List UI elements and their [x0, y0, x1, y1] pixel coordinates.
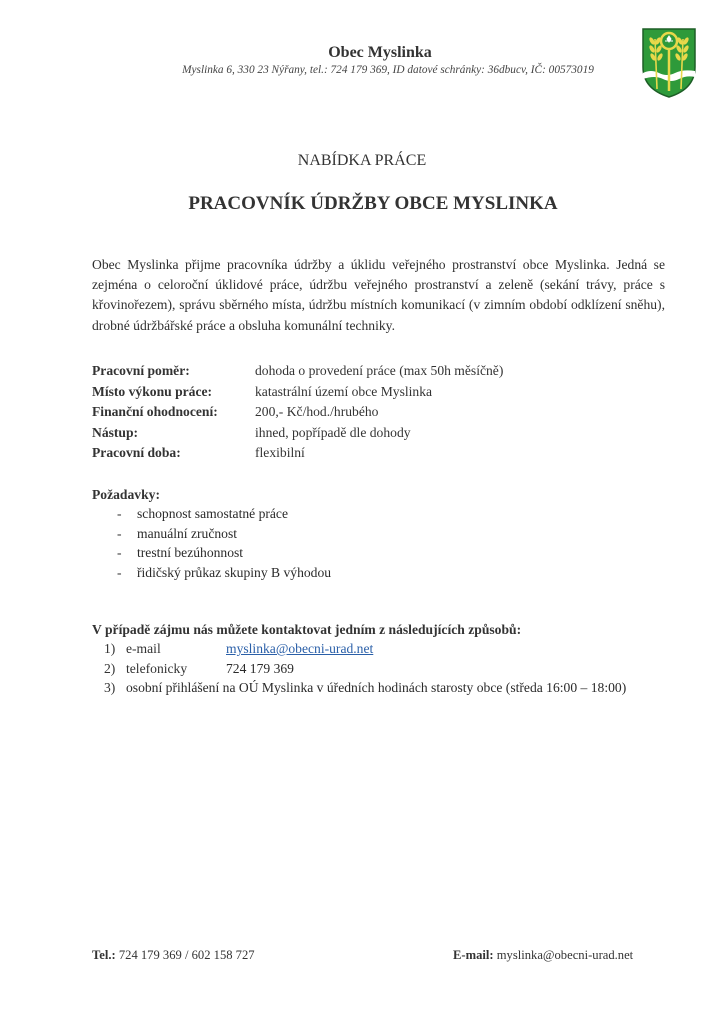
- detail-row: [92, 404, 503, 425]
- detail-label: Pracovní poměr:: [92, 363, 190, 378]
- coat-of-arms-icon: [641, 27, 697, 99]
- phone-number: 724 179 369: [226, 660, 294, 676]
- detail-value: 200,- Kč/hod./hrubého: [255, 404, 379, 419]
- requirement-text: manuální zručnost: [137, 525, 238, 541]
- contact-kind: e-mail: [126, 641, 161, 656]
- bullet-dash: -: [117, 564, 122, 580]
- bullet-dash: -: [117, 525, 122, 541]
- detail-value: flexibilní: [255, 445, 305, 460]
- item-number: 1): [104, 641, 116, 656]
- footer-phone: [92, 948, 255, 963]
- detail-label: Nástup:: [92, 424, 139, 440]
- requirement-text: schopnost samostatné práce: [137, 506, 288, 521]
- list-item: [117, 526, 331, 546]
- footer-phone-value: 724 179 369 / 602 158 727: [118, 948, 255, 962]
- in-person-contact: osobní přihlášení na OÚ Myslinka v úředních hodinách starosty obce (středa 16:00 – 18:00): [126, 680, 627, 695]
- detail-row: [92, 445, 503, 466]
- job-title: PRACOVNÍK ÚDRŽBY OBCE MYSLINKA: [188, 193, 558, 214]
- footer-email-label: E-mail:: [453, 948, 494, 962]
- footer-email: [453, 948, 633, 963]
- detail-value: ihned, popřípadě dle dohody: [255, 424, 411, 440]
- list-item: [104, 680, 626, 700]
- contact-kind: telefonicky: [126, 660, 188, 676]
- detail-value: dohoda o provedení práce (max 50h měsíčně): [255, 363, 504, 378]
- requirement-text: trestní bezúhonnost: [137, 545, 244, 561]
- contact-heading: V případě zájmu nás můžete kontaktovat jedním z následujících způsobů:: [92, 622, 522, 637]
- list-item: [117, 545, 331, 565]
- job-description: Obec Myslinka přijme pracovníka údržby a úklidu veřejného prostranství obce Myslinka. Jedná se zejména o celoroční úklidové práce, údržbu veřejného prostranství a zeleně (sekání trávy, práce s křovinořezem), správu sběrného místa, údržbu místních komunikací (v zimním období odklízení sněhu), drobné údržbářské práce a obsluha komunální techniky.: [92, 257, 665, 333]
- municipality-name: Obec Myslinka: [328, 44, 432, 61]
- bullet-dash: -: [117, 545, 122, 561]
- document-heading: NABÍDKA PRÁCE: [297, 152, 427, 169]
- list-item: [117, 506, 331, 526]
- requirements-heading: Požadavky:: [92, 487, 160, 502]
- footer-email-value: myslinka@obecni-urad.net: [496, 948, 634, 962]
- detail-label: Místo výkonu práce:: [92, 383, 213, 399]
- requirements-list: [117, 506, 331, 584]
- detail-label: Pracovní doba:: [92, 445, 181, 460]
- footer-phone-label: Tel.:: [92, 948, 116, 962]
- detail-row: [92, 425, 503, 446]
- item-number: 2): [104, 660, 116, 676]
- bullet-dash: -: [117, 506, 122, 521]
- list-item: [104, 641, 626, 661]
- email-link[interactable]: myslinka@obecni-urad.net: [226, 641, 374, 656]
- detail-row: [92, 363, 503, 384]
- job-details: [92, 363, 503, 466]
- list-item: [117, 565, 331, 585]
- municipality-address: Myslinka 6, 330 23 Nýřany, tel.: 724 179 369, ID datové schránky: 36dbucv, IČ: 00573019: [182, 64, 594, 76]
- contact-list: [104, 641, 626, 700]
- requirement-text: řidičský průkaz skupiny B výhodou: [137, 564, 332, 580]
- list-item: [104, 661, 626, 681]
- item-number: 3): [104, 680, 116, 695]
- detail-label: Finanční ohodnocení:: [92, 404, 218, 419]
- detail-row: [92, 384, 503, 405]
- detail-value: katastrální území obce Myslinka: [255, 383, 433, 399]
